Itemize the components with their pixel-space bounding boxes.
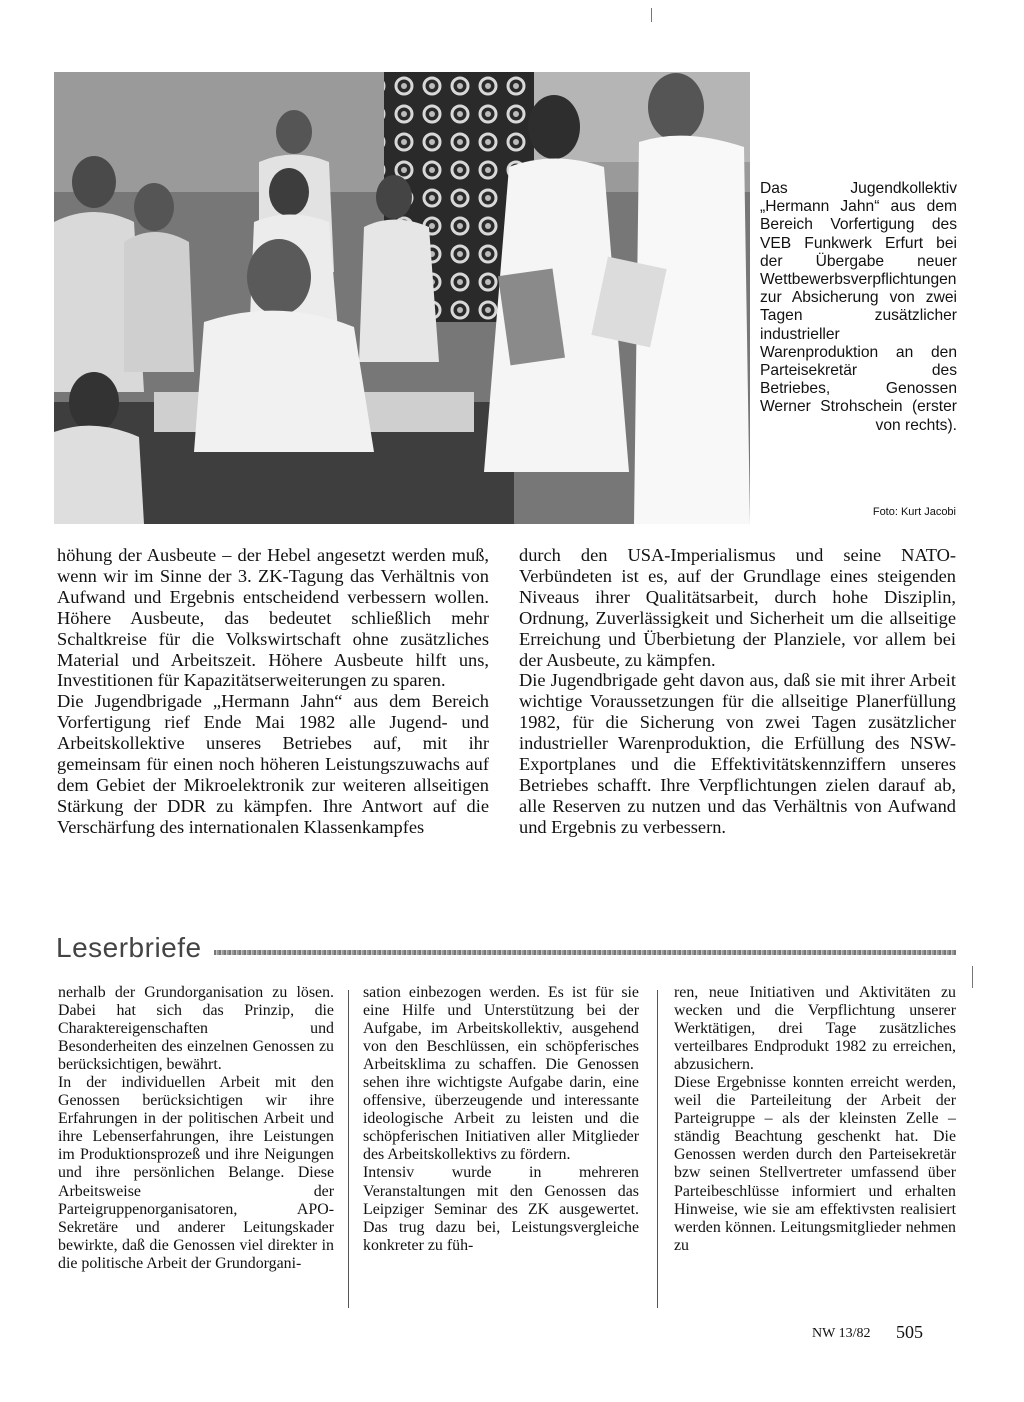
column-divider <box>657 990 658 1308</box>
scan-mark <box>972 966 973 988</box>
article-column-1 <box>57 545 489 838</box>
paragraph: Diese Ergebnisse konnten erreicht werden, weil die Parteileitung der Arbeit der Parteigruppe – als der kleinsten Zelle – ständig Beachtung geschenkt hat. Die Genossen werden durch den Parteisekretär bzw seinen Stellvertreter umfassend über Parteibeschlüsse informiert und erhalten Hinweise, wie sie am effektivsten realisiert werden können. Leitungsmitglieder nehmen zu <box>674 1074 956 1254</box>
paragraph: In der individuellen Arbeit mit den Genossen berücksichtigen wir ihre Erfahrungen in der politischen Arbeit und ihre Lebenserfahrungen, ihre Leistungen im Produktionsprozeß und ihre Neigungen und ihre persönlichen Belange. Diese Arbeitsweise der Parteigruppenorganisatoren, APO-Sekretäre und anderer Leitungskader bewirkte, daß die Genossen viel direkter in die politische Arbeit der Grundorgani- <box>58 1074 334 1272</box>
photo-credit: Foto: Kurt Jacobi <box>872 506 956 518</box>
scan-mark <box>651 8 652 22</box>
letters-column-2 <box>363 984 639 1255</box>
paragraph: nerhalb der Grundorganisation zu lösen. Dabei hat sich das Prinzip, die Charaktereigenschaften und Besonderheiten des einzelnen Genossen zu berücksichtigen, bewährt. <box>58 984 334 1074</box>
issue-number: NW 13/82 <box>812 1326 871 1341</box>
page-number: 505 <box>896 1322 923 1342</box>
caption-text: Das Jugendkollektiv „Hermann Jahn“ aus dem Bereich Vorfertigung des VEB Funkwerk Erfurt bei der Übergabe neuer Wettbewerbsverpflichtungen zur Absicherung von zwei Tagen zusätzlicher industrieller Warenproduktion an den Parteisekretär des Betriebes, Genossen Werner Strohschein (erster von rechts). <box>760 180 957 434</box>
letters-column-3 <box>674 984 956 1255</box>
paragraph: durch den USA-Imperialismus und seine NATO-Verbündeten ist es, auf der Grundlage eines steigenden Niveaus ihrer Qualitätsarbeit, durch hohe Disziplin, Ordnung, Zuverlässigkeit und Sicherheit um die allseitige Erreichung und Überbietung der Planziele, vor allem bei der Ausbeute, zu kämpfen. <box>519 545 956 670</box>
section-title: Leserbriefe <box>56 932 202 963</box>
section-rule <box>214 950 956 955</box>
column-divider <box>348 990 349 1308</box>
photo-caption <box>760 180 957 435</box>
section-header <box>56 932 956 966</box>
article-column-2 <box>519 545 956 838</box>
letters-column-1 <box>58 984 334 1273</box>
paragraph: ren, neue Initiativen und Aktivitäten zu wecken und die Verpflichtung unserer Werktätigen, drei Tage zusätzliches verteilbares Endprodukt 1982 zu erreichen, abzusichern. <box>674 984 956 1074</box>
paragraph: höhung der Ausbeute – der Hebel angesetzt werden muß, wenn wir im Sinne der 3. ZK-Tagung das Verhältnis von Aufwand und Ergebnis entscheidend verbessern wollen. Höhere Ausbeute, das bedeutet schließlich mehr Schaltkreise für die Volkswirtschaft ohne zusätzliches Material und Arbeitszeit. Höhere Ausbeute hilft uns, Investitionen für Kapazitätserweiterungen zu sparen. <box>57 545 489 691</box>
paragraph: Die Jugendbrigade geht davon aus, daß sie mit ihrer Arbeit wichtige Voraussetzungen für die allseitige Planerfüllung 1982, für die Sicherung von zwei Tagen zusätzlicher industrieller Warenproduktion, die Erfüllung des NSW-Exportplanes und die Effektivitätskennziffern unseres Betriebes schafft. Ihre Verpflichtungen zielen darauf ab, alle Reserven zu nutzen und das Verhältnis von Aufwand und Ergebnis zu verbessern. <box>519 670 956 837</box>
paragraph: Die Jugendbrigade „Hermann Jahn“ aus dem Bereich Vorfertigung rief Ende Mai 1982 alle Jugend- und Arbeitskollektive unseres Betriebes auf, mit ihr gemeinsam für einen noch höheren Leistungszuwachs auf dem Gebiet der Mikroelektronik zur weiteren allseitigen Stärkung der DDR zu kämpfen. Ihre Antwort auf die Verschärfung des internationalen Klassenkampfes <box>57 691 489 837</box>
paragraph: Intensiv wurde in mehreren Veranstaltungen mit den Genossen das Leipziger Seminar des ZK ausgewertet. Das trug dazu bei, Leistungsvergleiche konkreter zu füh- <box>363 1164 639 1254</box>
photo-image <box>54 72 750 524</box>
photo <box>54 72 750 524</box>
paragraph: sation einbezogen werden. Es ist für sie eine Hilfe und Unterstützung bei der Aufgabe, im Arbeitskollektiv, ausgehend von den Beschlüssen, ein schöpferisches Arbeitsklima zu schaffen. Die Genossen sehen ihre wichtigste Aufgabe darin, eine offensive, überzeugende und interessante ideologische Arbeit zu leisten und die schöpferischen Initiativen aller Mitglieder des Arbeitskollektivs zu fördern. <box>363 984 639 1164</box>
